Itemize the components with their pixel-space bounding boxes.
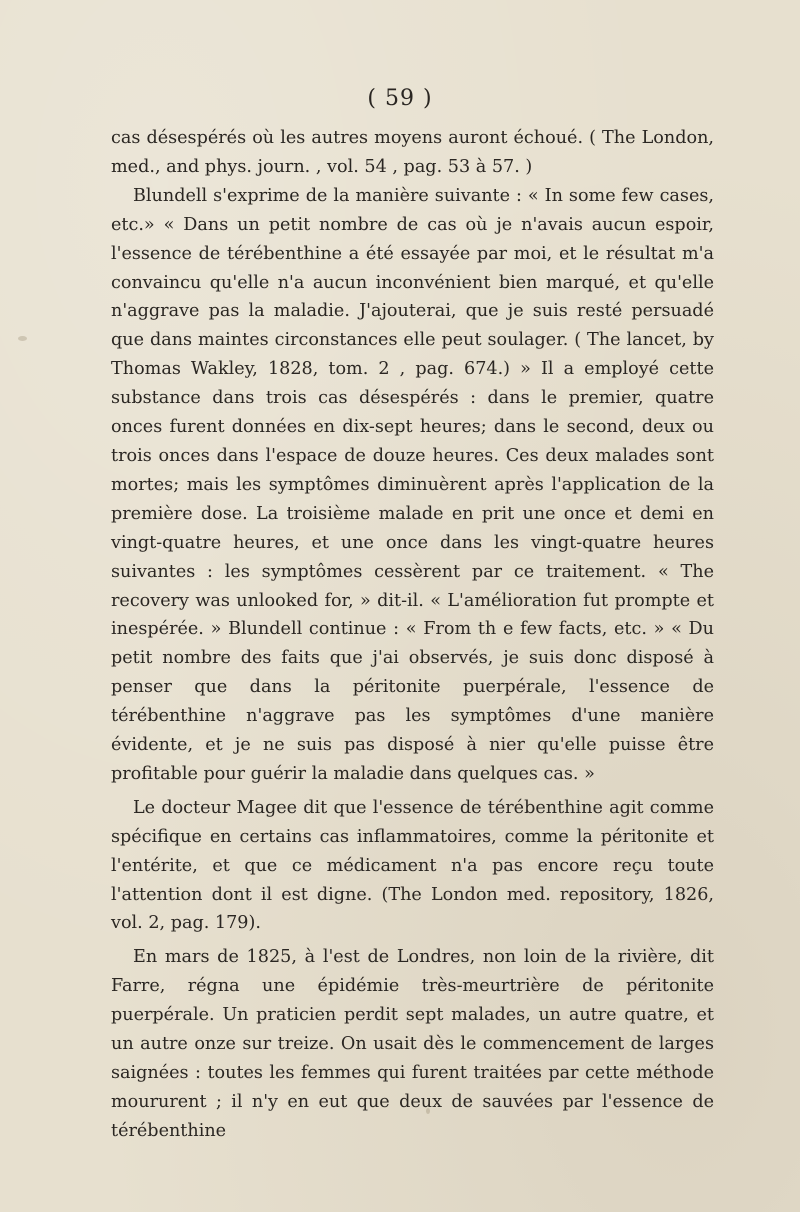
- paragraph-farre: En mars de 1825, à l'est de Londres, non loin de la rivière, dit Farre, régna une épidémie très-meurtrière de péritonite puerpérale. Un praticien perdit sept malades, un autre quatre, et un autre onze sur treize. On usait dès le commencement de larges saignées : toutes les femmes qui furent traitées par cette méthode moururent ; il n'y en eut que deux de sauvées par l'essence de térébenthine: [111, 947, 714, 1141]
- page-text-block: [111, 124, 714, 1146]
- paragraph-case-continuation: cas désespérés où les autres moyens auront échoué. ( The London, med., and phys. journ. , vol. 54 , pag. 53 à 57. ): [111, 128, 714, 177]
- paragraph-magee: Le docteur Magee dit que l'essence de térébenthine agit comme spécifique en certains cas inflammatoires, comme la péritonite et l'entérite, et que ce médicament n'a pas encore reçu toute l'attention dont il est digne. (The London med. repository, 1826, vol. 2, pag. 179).: [111, 797, 714, 934]
- page-number: ( 59 ): [367, 86, 433, 111]
- paper-stain-spot: [426, 1108, 430, 1114]
- paragraph-blundell: Blundell s'exprime de la manière suivante : « In some few cases, etc.» « Dans un petit nombre de cas où je n'avais aucun espoir, l'essence de térébenthine a été essayée par moi, et le résultat m'a convaincu qu'elle n'a aucun inconvénient bien marqué, et qu'elle n'aggrave pas la maladie. J'ajouterai, que je suis resté persuadé que dans maintes circonstances elle peut soulager. ( The lancet, by Thomas Wakley, 1828, tom. 2 , pag. 674.) » Il a employé cette substance dans trois cas désespérés : dans le premier, quatre onces furent données en dix-sept heures; dans le second, deux ou trois onces dans l'espace de douze heures. Ces deux malades sont mortes; mais les symptômes diminuèrent après l'application de la première dose. La troisième malade en prit une once et demi en vingt-quatre heures, et une once dans les vingt-quatre heures suivantes : les symptômes cessèrent par ce traitement. « The recovery was unlooked for, » dit-il. « L'amélioration fut prompte et inespérée. » Blundell continue : « From th e few facts, etc. » « Du petit nombre des faits que j'ai observés, je suis donc disposé à penser que dans la péritonite puerpérale, l'essence de térébenthine n'aggrave pas les symptômes d'une manière évidente, et je ne suis pas disposé à nier qu'elle puisse être profitable pour guérir la maladie dans quelques cas. »: [111, 185, 714, 784]
- paper-stain-spot: [18, 336, 27, 341]
